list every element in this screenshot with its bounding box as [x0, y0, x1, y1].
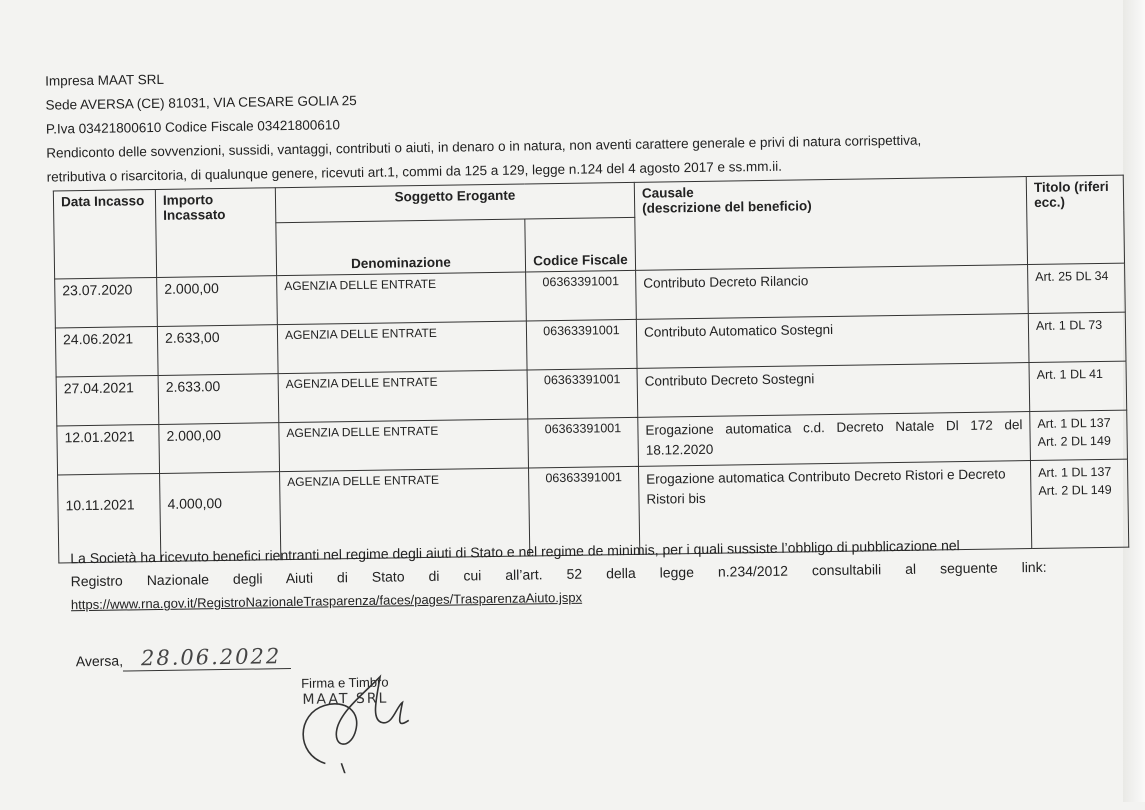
cell-codice-fiscale: 06363391001 — [526, 319, 637, 370]
cell-titolo — [1029, 361, 1127, 411]
footer-line-1: La Società ha ricevuto benefici rientranti nel regime degli aiuti di Stato e nel regime de minimis, per i quali sussiste l’obbligo di pubblicazione nel — [70, 537, 960, 567]
titolo-line: Art. 1 DL 137 — [1038, 464, 1112, 480]
footer-line-2: Registro Nazionale degli Aiuti di Stato di cui all’art. 52 della legge n.234/2012 consultabili al seguente link: — [70, 558, 1047, 590]
cell-causale: Contributo Decreto Rilancio — [636, 265, 1029, 320]
cell-denominazione: AGENZIA DELLE ENTRATE — [277, 272, 527, 325]
signature-label: Firma e Timbro — [301, 674, 389, 691]
titolo-line: Art. 1 DL 137 — [1037, 415, 1111, 431]
cell-importo: 4.000,00 — [160, 472, 281, 562]
cell-denominazione: AGENZIA DELLE ENTRATE — [279, 419, 529, 472]
cell-codice-fiscale: 06363391001 — [528, 417, 639, 468]
col-header-denominazione: Denominazione — [276, 219, 526, 276]
titolo-line: Art. 2 DL 149 — [1038, 482, 1112, 499]
cell-data: 12.01.2021 — [57, 424, 160, 475]
cell-data: 23.07.2020 — [55, 277, 158, 328]
rna-link[interactable]: https://www.rna.gov.it/RegistroNazionaleTrasparenza/faces/pages/TrasparenzaAiuto.jspx — [70, 589, 583, 613]
col-header-codice-fiscale: Codice Fiscale — [525, 217, 636, 272]
cell-titolo — [1030, 410, 1128, 460]
report-description-line-1: Rendiconto delle sovvenzioni, sussidi, vantaggi, contributi o aiuti, in denaro o in natura, non aventi carattere generale e privi di natura corrispettiva, — [46, 132, 922, 161]
company-address: Sede AVERSA (CE) 81031, VIA CESARE GOLIA 25 — [45, 92, 357, 113]
company-name: Impresa MAAT SRL — [45, 71, 165, 89]
cell-data: 10.11.2021 — [58, 473, 161, 563]
titolo-line: Art. 1 DL 73 — [1035, 317, 1103, 333]
cell-codice-fiscale: 06363391001 — [527, 368, 638, 419]
titolo-subtitle: ecc.) — [1034, 194, 1066, 210]
cell-titolo — [1028, 263, 1126, 313]
cell-data: 24.06.2021 — [55, 326, 158, 377]
footer-note — [70, 533, 1047, 617]
causale-title: Causale — [641, 184, 694, 201]
cell-causale: Erogazione automatica Contributo Decreto Ristori e Decreto Ristori bis — [638, 461, 1031, 555]
cell-titolo — [1028, 312, 1126, 362]
cell-importo: 2.000,00 — [159, 423, 280, 474]
titolo-line: Art. 1 DL 41 — [1036, 366, 1104, 382]
place-date — [76, 644, 292, 672]
causale-subtitle: (descrizione del beneficio) — [642, 198, 812, 216]
stamp-text: MAAT SRL — [302, 690, 389, 708]
place-label: Aversa, — [75, 652, 124, 670]
col-header-data: Data Incasso — [53, 189, 156, 279]
cell-causale: Erogazione automatica c.d. Decreto Natale Dl 172 del 18.12.2020 — [638, 412, 1031, 467]
benefits-table — [53, 175, 1129, 564]
col-header-soggetto: Soggetto Erogante — [275, 182, 634, 222]
cell-importo: 2.633,00 — [157, 325, 278, 376]
titolo-line: Art. 2 DL 149 — [1037, 433, 1111, 450]
cell-denominazione: AGENZIA DELLE ENTRATE — [277, 321, 527, 374]
company-vat: P.Iva 03421800610 Codice Fiscale 03421800610 — [45, 117, 341, 137]
cell-importo: 2.633.00 — [158, 374, 279, 425]
col-header-titolo — [1026, 175, 1124, 264]
titolo-line: Art. 25 DL 34 — [1035, 268, 1109, 284]
col-header-causale — [634, 177, 1027, 271]
cell-codice-fiscale: 06363391001 — [529, 466, 640, 556]
cell-denominazione: AGENZIA DELLE ENTRATE — [280, 468, 530, 560]
cell-causale: Contributo Automatico Sostegni — [636, 314, 1029, 369]
col-header-importo: Importo Incassato — [155, 188, 276, 278]
handwritten-date: 28.06.2022 — [123, 644, 291, 671]
report-description-line-2: retributiva o risarcitoria, di qualunque genere, ricevuti art.1, commi da 125 a 129, legge n.124 del 4 agosto 2017 e ss.mm.ii. — [46, 158, 783, 185]
cell-causale: Contributo Decreto Sostegni — [637, 363, 1030, 418]
cell-importo: 2.000,00 — [157, 276, 278, 327]
cell-data: 27.04.2021 — [56, 375, 159, 426]
cell-denominazione: AGENZIA DELLE ENTRATE — [278, 370, 528, 423]
cell-codice-fiscale: 06363391001 — [526, 270, 637, 321]
titolo-title: Titolo (riferi — [1033, 178, 1109, 195]
signature-stamp — [284, 662, 436, 774]
